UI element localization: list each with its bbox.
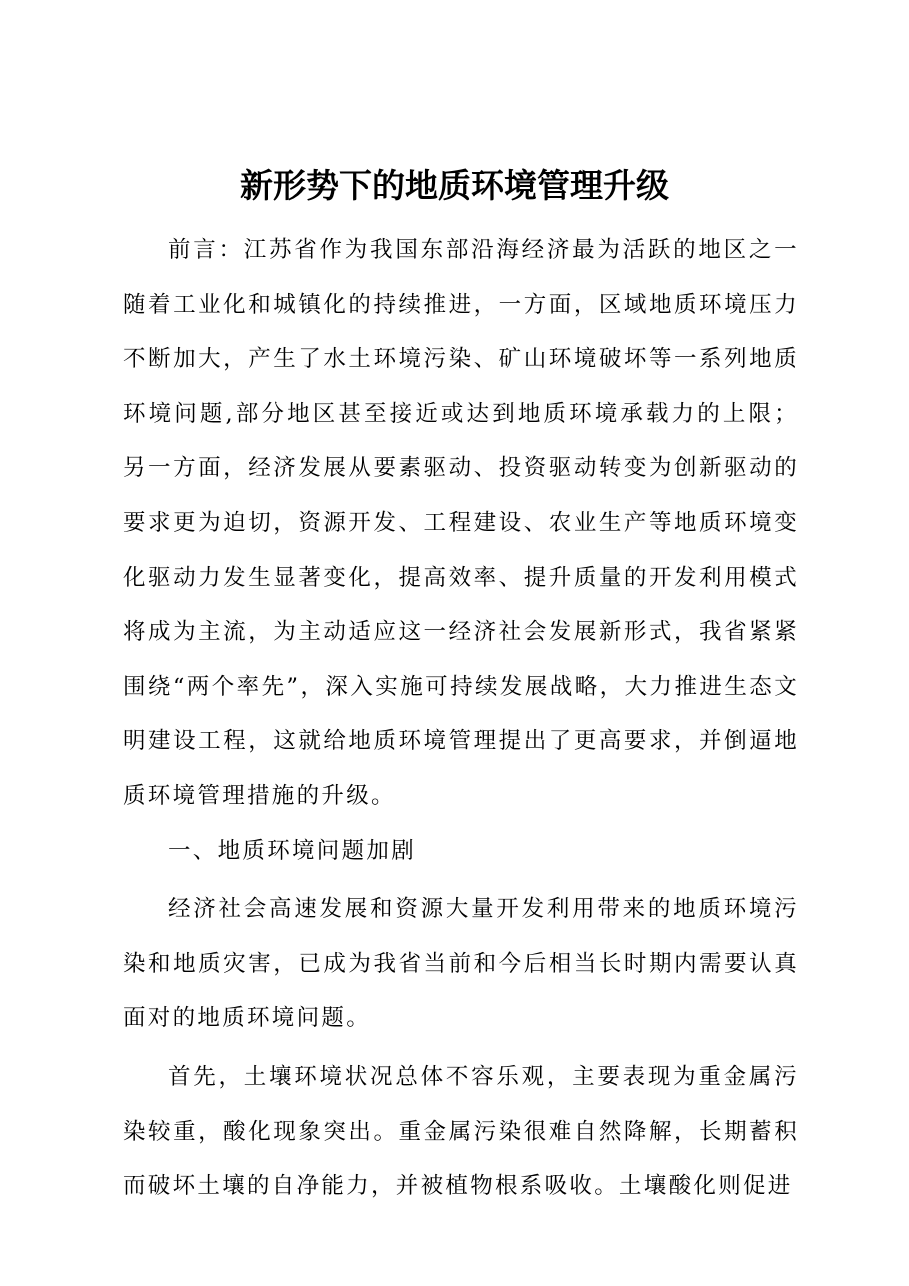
document-title: 新形势下的地质环境管理升级	[240, 166, 669, 205]
paragraph-section-1-intro: 经济社会高速发展和资源大量开发利用带来的地质环境污染和地质灾害，已成为我省当前和今后相当长时期内需要认真面对的地质环境问题。	[123, 896, 799, 1032]
paragraph-soil-environment: 首先，土壤环境状况总体不容乐观，主要表现为重金属污染较重，酸化现象突出。重金属污染很难自然降解，长期蓄积而破坏土壤的自净能力，并被植物根系吸收。土壤酸化则促进	[123, 1063, 799, 1200]
section-heading-1: 一、地质环境问题加剧	[168, 837, 417, 864]
paragraph-preface: 前言：江苏省作为我国东部沿海经济最为活跃的地区之一随着工业化和城镇化的持续推进，一方面，区域地质环境压力不断加大，产生了水土环境污染、矿山环境破坏等一系列地质环境问题,部分地区甚至接近或达到地质环境承载力的上限；另一方面，经济发展从要素驱动、投资驱动转变为创新驱动的要求更为迫切，资源开发、工程建设、农业生产等地质环境变化驱动力发生显著变化，提高效率、提升质量的开发利用模式将成为主流，为主动适应这一经济社会发展新形式，我省紧紧围绕“两个率先”，深入实施可持续发展战略，大力推进生态文明建设工程，这就给地质环境管理提出了更高要求，并倒逼地质环境管理措施的升级。	[123, 237, 799, 809]
document-body	[123, 223, 799, 1214]
